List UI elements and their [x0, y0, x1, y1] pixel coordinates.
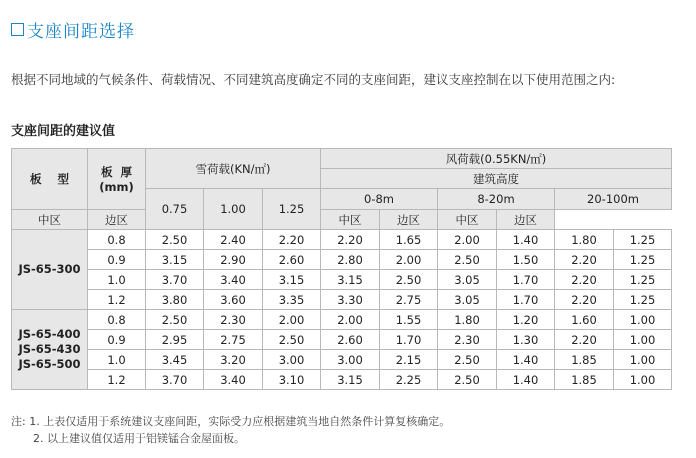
value-cell: 2.95 — [146, 330, 204, 350]
value-cell: 3.15 — [263, 270, 321, 290]
height-range-2: 20-100m — [555, 189, 672, 210]
section-title-text: 支座间距选择 — [27, 21, 135, 42]
value-cell: 1.25 — [614, 290, 672, 310]
value-cell: 2.50 — [263, 330, 321, 350]
thickness-cell: 0.9 — [88, 330, 146, 350]
value-cell: 1.00 — [614, 330, 672, 350]
section-title — [11, 18, 135, 40]
value-cell: 3.70 — [146, 270, 204, 290]
thickness-cell: 1.0 — [88, 270, 146, 290]
value-cell: 3.15 — [321, 370, 380, 390]
value-cell: 1.50 — [497, 250, 555, 270]
value-cell: 2.15 — [380, 350, 438, 370]
value-cell: 3.40 — [204, 270, 263, 290]
table-row — [12, 370, 672, 390]
value-cell: 3.35 — [263, 290, 321, 310]
table-row — [12, 250, 672, 270]
header-thickness-label: 板 厚 — [100, 165, 132, 179]
header-building-height: 建筑高度 — [321, 169, 672, 189]
value-cell: 1.25 — [614, 250, 672, 270]
value-cell: 1.85 — [555, 350, 614, 370]
value-cell: 3.45 — [146, 350, 204, 370]
value-cell: 3.10 — [263, 370, 321, 390]
model-name: JS-65-500 — [18, 357, 81, 371]
value-cell: 2.30 — [204, 310, 263, 330]
value-cell: 1.30 — [497, 330, 555, 350]
snow-col-1: 1.00 — [204, 189, 263, 230]
note-text-1: 1. 上表仅适用于系统建议支座间距，实际受力应根据建筑当地自然条件计算复核确定。 — [29, 415, 451, 428]
thickness-cell: 0.8 — [88, 310, 146, 330]
zone-0: 中区 — [12, 210, 88, 230]
value-cell: 1.40 — [497, 350, 555, 370]
value-cell: 2.20 — [555, 290, 614, 310]
zone-3: 边区 — [380, 210, 438, 230]
thickness-cell: 1.2 — [88, 370, 146, 390]
table-row — [12, 270, 672, 290]
value-cell: 3.20 — [204, 350, 263, 370]
value-cell: 1.25 — [614, 270, 672, 290]
height-range-0: 0-8m — [321, 189, 438, 210]
zone-2: 中区 — [321, 210, 380, 230]
model-name: JS-65-430 — [18, 342, 81, 356]
value-cell: 2.50 — [438, 350, 497, 370]
thickness-cell: 1.2 — [88, 290, 146, 310]
value-cell: 1.55 — [380, 310, 438, 330]
value-cell: 2.75 — [380, 290, 438, 310]
value-cell: 2.60 — [263, 250, 321, 270]
zone-1: 边区 — [88, 210, 146, 230]
model-name: JS-65-300 — [18, 262, 81, 276]
note-prefix: 注: — [11, 415, 26, 428]
value-cell: 1.00 — [614, 370, 672, 390]
value-cell: 3.05 — [438, 270, 497, 290]
note-2 — [11, 430, 450, 447]
table-row — [12, 310, 672, 330]
value-cell: 1.40 — [497, 230, 555, 250]
model-cell — [12, 230, 88, 310]
value-cell: 1.00 — [614, 310, 672, 330]
value-cell: 3.80 — [146, 290, 204, 310]
thickness-cell: 1.0 — [88, 350, 146, 370]
value-cell: 3.30 — [321, 290, 380, 310]
value-cell: 2.60 — [321, 330, 380, 350]
note-text-2: 2. 以上建议值仅适用于铝镁锰合金屋面板。 — [33, 432, 245, 445]
value-cell: 2.20 — [263, 230, 321, 250]
value-cell: 2.50 — [380, 270, 438, 290]
value-cell: 2.50 — [438, 250, 497, 270]
support-spacing-table — [11, 148, 672, 390]
value-cell: 1.80 — [555, 230, 614, 250]
thickness-cell: 0.8 — [88, 230, 146, 250]
thickness-cell: 0.9 — [88, 250, 146, 270]
value-cell: 2.00 — [380, 250, 438, 270]
value-cell: 2.80 — [321, 250, 380, 270]
header-snow-load: 雪荷载(KN/㎡) — [146, 149, 321, 189]
value-cell: 1.40 — [497, 370, 555, 390]
zone-5: 边区 — [497, 210, 555, 230]
header-model: 板 型 — [12, 149, 88, 210]
model-cell — [12, 310, 88, 390]
value-cell: 1.70 — [497, 290, 555, 310]
value-cell: 2.20 — [555, 330, 614, 350]
value-cell: 2.00 — [438, 230, 497, 250]
value-cell: 2.50 — [438, 370, 497, 390]
model-name: JS-65-400 — [18, 327, 81, 341]
value-cell: 1.70 — [497, 270, 555, 290]
intro-paragraph: 根据不同地域的气候条件、荷载情况、不同建筑高度确定不同的支座间距，建议支座控制在以下使用范围之内: — [11, 72, 616, 87]
header-thickness — [88, 149, 146, 210]
value-cell: 3.60 — [204, 290, 263, 310]
value-cell: 3.70 — [146, 370, 204, 390]
value-cell: 2.50 — [146, 230, 204, 250]
value-cell: 1.25 — [614, 230, 672, 250]
value-cell: 2.00 — [321, 310, 380, 330]
header-wind-load: 风荷载(0.55KN/㎡) — [321, 149, 672, 169]
value-cell: 3.00 — [263, 350, 321, 370]
notes — [11, 413, 450, 447]
value-cell: 3.00 — [321, 350, 380, 370]
title-square-icon — [11, 23, 24, 36]
value-cell: 1.00 — [614, 350, 672, 370]
header-thickness-unit: (mm) — [99, 180, 134, 194]
table-row — [12, 350, 672, 370]
value-cell: 2.20 — [321, 230, 380, 250]
value-cell: 2.20 — [555, 250, 614, 270]
value-cell: 2.00 — [263, 310, 321, 330]
value-cell: 2.25 — [380, 370, 438, 390]
value-cell: 2.75 — [204, 330, 263, 350]
value-cell: 2.20 — [555, 270, 614, 290]
snow-col-2: 1.25 — [263, 189, 321, 230]
zone-4: 中区 — [438, 210, 497, 230]
value-cell: 3.15 — [146, 250, 204, 270]
height-range-1: 8-20m — [438, 189, 555, 210]
table-subtitle: 支座间距的建议值 — [11, 124, 116, 139]
table-row — [12, 330, 672, 350]
value-cell: 2.40 — [204, 230, 263, 250]
value-cell: 3.05 — [438, 290, 497, 310]
value-cell: 2.50 — [146, 310, 204, 330]
value-cell: 3.40 — [204, 370, 263, 390]
value-cell: 3.15 — [321, 270, 380, 290]
value-cell: 1.80 — [438, 310, 497, 330]
value-cell: 2.30 — [438, 330, 497, 350]
value-cell: 1.65 — [380, 230, 438, 250]
value-cell: 1.60 — [555, 310, 614, 330]
value-cell: 2.90 — [204, 250, 263, 270]
value-cell: 1.70 — [380, 330, 438, 350]
value-cell: 1.20 — [497, 310, 555, 330]
snow-col-0: 0.75 — [146, 189, 204, 230]
value-cell: 1.85 — [555, 370, 614, 390]
note-1 — [11, 413, 450, 430]
table-row — [12, 230, 672, 250]
table-row — [12, 290, 672, 310]
